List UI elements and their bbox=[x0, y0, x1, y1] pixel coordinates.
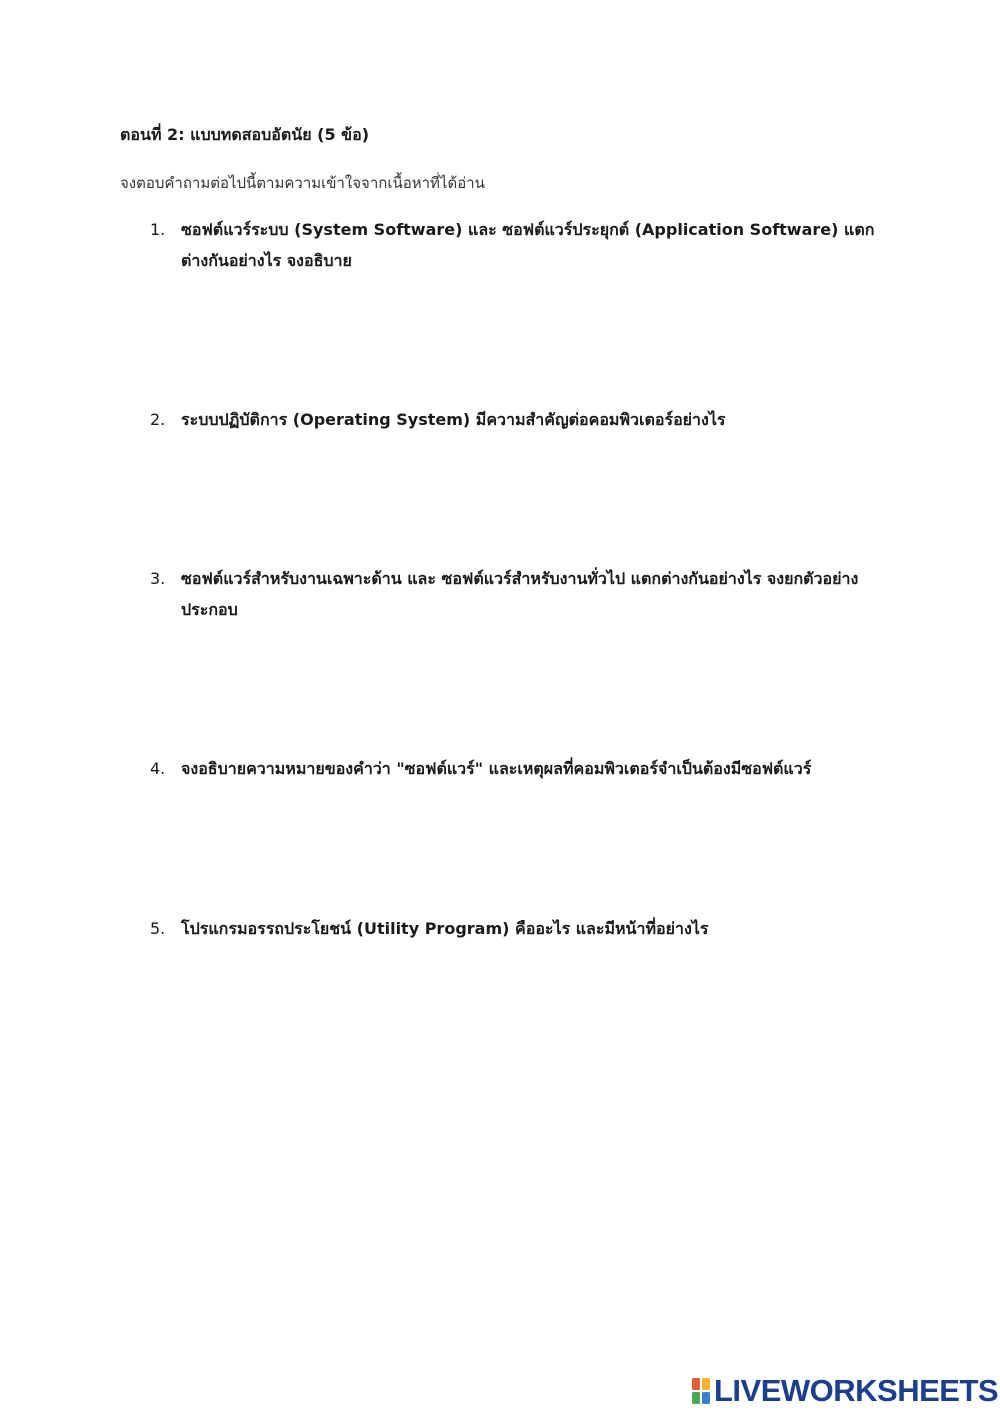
question-number: 5. bbox=[150, 919, 166, 938]
question-number: 3. bbox=[150, 569, 166, 588]
question-number: 4. bbox=[150, 759, 166, 778]
section-title-text: ตอนที่ 2: แบบทดสอบอัตนัย (5 ข้อ) bbox=[120, 125, 370, 144]
question-number: 1. bbox=[150, 220, 166, 239]
section-title bbox=[120, 124, 369, 146]
liveworksheets-logo-icon bbox=[692, 1378, 710, 1404]
instructions: จงตอบคำถามต่อไปนี้ตามความเข้าใจจากเนื้อหาที่ได้อ่าน bbox=[120, 174, 485, 192]
question-5 bbox=[150, 913, 880, 944]
question-number: 2. bbox=[150, 410, 166, 429]
question-text: ซอฟต์แวร์ระบบ (System Software) และ ซอฟต์แวร์ประยุกต์ (Application Software) แตกต่างกันอย่างไร จงอธิบาย bbox=[181, 220, 875, 270]
liveworksheets-brand[interactable] bbox=[692, 1373, 999, 1408]
question-text: โปรแกรมอรรถประโยชน์ (Utility Program) คืออะไร และมีหน้าที่อย่างไร bbox=[181, 919, 709, 938]
question-3 bbox=[150, 563, 880, 625]
question-2 bbox=[150, 404, 880, 435]
brand-name: LIVEWORKSHEETS bbox=[714, 1373, 999, 1408]
question-4 bbox=[150, 753, 880, 784]
question-text: ระบบปฏิบัติการ (Operating System) มีความสำคัญต่อคอมพิวเตอร์อย่างไร bbox=[181, 410, 726, 429]
question-text: จงอธิบายความหมายของคำว่า "ซอฟต์แวร์" และเหตุผลที่คอมพิวเตอร์จำเป็นต้องมีซอฟต์แวร์ bbox=[181, 759, 812, 778]
question-text: ซอฟต์แวร์สำหรับงานเฉพาะด้าน และ ซอฟต์แวร์สำหรับงานทั่วไป แตกต่างกันอย่างไร จงยกตัวอย่างประกอบ bbox=[181, 569, 859, 619]
question-1 bbox=[150, 214, 880, 276]
